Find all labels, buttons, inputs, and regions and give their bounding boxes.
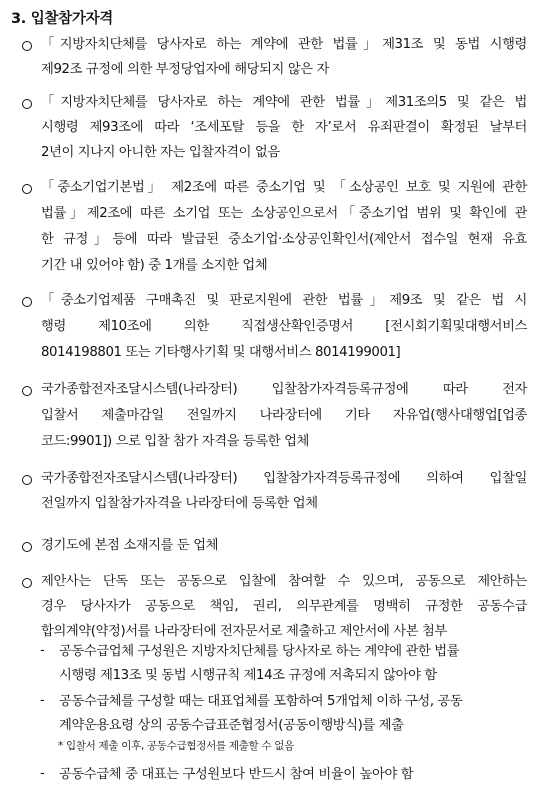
item-line: 한 규정」등에 따라 발급된 중소기업·소상공인확인서(제안서 접수일 현재 유효 — [41, 232, 527, 247]
sub-item-line: 계약운용요령 상의 공동수급표준협정서(공동이행방식)를 제출 — [59, 718, 404, 733]
dash-marker: - — [40, 643, 45, 658]
sub-item-line: 시행령 제13조 및 동법 시행규칙 제14조 규정에 저촉되지 않아야 함 — [59, 668, 437, 683]
section-heading: 3. 입찰참가자격 — [11, 11, 113, 27]
sub-item-line: 공동수급체를 구성할 때는 대표업체를 포함하여 5개업체 이하 구성, 공동 — [59, 694, 463, 709]
item-line: 8014198801 또는 기타행사기획 및 대행서비스 8014199001] — [41, 345, 401, 360]
item-line: 입찰서 제출마감일 전일까지 나라장터에 기타 자유업(행사대행업[업종 — [41, 408, 527, 423]
sub-item-line: 공동수급체 중 대표는 구성원보다 반드시 참여 비율이 높아야 함 — [59, 767, 414, 782]
item-line: 「지방자치단체를 당사자로 하는 계약에 관한 법률」제31조의5 및 같은 법 — [41, 95, 527, 110]
circle-bullet-icon — [22, 386, 32, 396]
circle-bullet-icon — [22, 297, 32, 307]
item-line: 제92조 규정에 의한 부정당업자에 해당되지 않은 자 — [41, 62, 329, 77]
dash-marker: - — [40, 766, 45, 781]
item-line: 경우 당사자가 공동으로 책임, 권리, 의무관계를 명백히 규정한 공동수급 — [41, 599, 527, 614]
item-line: 합의계약(약정)서를 나라장터에 전자문서로 제출하고 제안서에 사본 첨부 — [41, 624, 447, 639]
sub-item-line: 공동수급업체 구성원은 지방자치단체를 당사자로 하는 계약에 관한 법률 — [59, 644, 460, 659]
item-line: 법률」제2조에 따른 소기업 또는 소상공인으로서「중소기업 범위 및 확인에 관 — [41, 206, 527, 221]
circle-bullet-icon — [22, 475, 32, 485]
circle-bullet-icon — [22, 184, 32, 194]
circle-bullet-icon — [22, 41, 32, 51]
item-line: 경기도에 본점 소재지를 둔 업체 — [41, 538, 219, 553]
item-line: 2년이 지나지 아니한 자는 입찰자격이 없음 — [41, 145, 280, 160]
item-line: 「중소기업제품 구매촉진 및 판로지원에 관한 법률」제9조 및 같은 법 시 — [41, 293, 527, 308]
item-line: 기간 내 있어야 함) 중 1개를 소지한 업체 — [41, 258, 268, 273]
item-line: 시행령 제93조에 따라 ‘조세포탈 등을 한 자’로서 유죄판결이 확정된 날부터 — [41, 120, 527, 135]
item-line: 전일까지 입찰참가자격을 나라장터에 등록한 업체 — [41, 496, 318, 511]
circle-bullet-icon — [22, 542, 32, 552]
item-line: 국가종합전자조달시스템(나라장터) 입찰참가자격등록규정에 따라 전자 — [41, 382, 527, 397]
item-line: 제안사는 단독 또는 공동으로 입찰에 참여할 수 있으며, 공동으로 제안하는 — [41, 574, 527, 589]
footnote: * 입찰서 제출 이후, 공동수급협정서를 제출할 수 없음 — [58, 740, 294, 752]
dash-marker: - — [40, 693, 45, 708]
item-line: 행령 제10조에 의한 직접생산확인증명서 [전시회기획및대행서비스 — [41, 319, 527, 334]
item-line: 국가종합전자조달시스템(나라장터) 입찰참가자격등록규정에 의하여 입찰일 — [41, 471, 527, 486]
circle-bullet-icon — [22, 99, 32, 109]
circle-bullet-icon — [22, 578, 32, 588]
item-line: 코드:9901]) 으로 입찰 참가 자격을 등록한 업체 — [41, 434, 309, 449]
item-line: 「지방자치단체를 당사자로 하는 계약에 관한 법률」제31조 및 동법 시행령 — [41, 37, 527, 52]
item-line: 「중소기업기본법」 제2조에 따른 중소기업 및 「소상공인 보호 및 지원에 관한 — [41, 180, 527, 195]
